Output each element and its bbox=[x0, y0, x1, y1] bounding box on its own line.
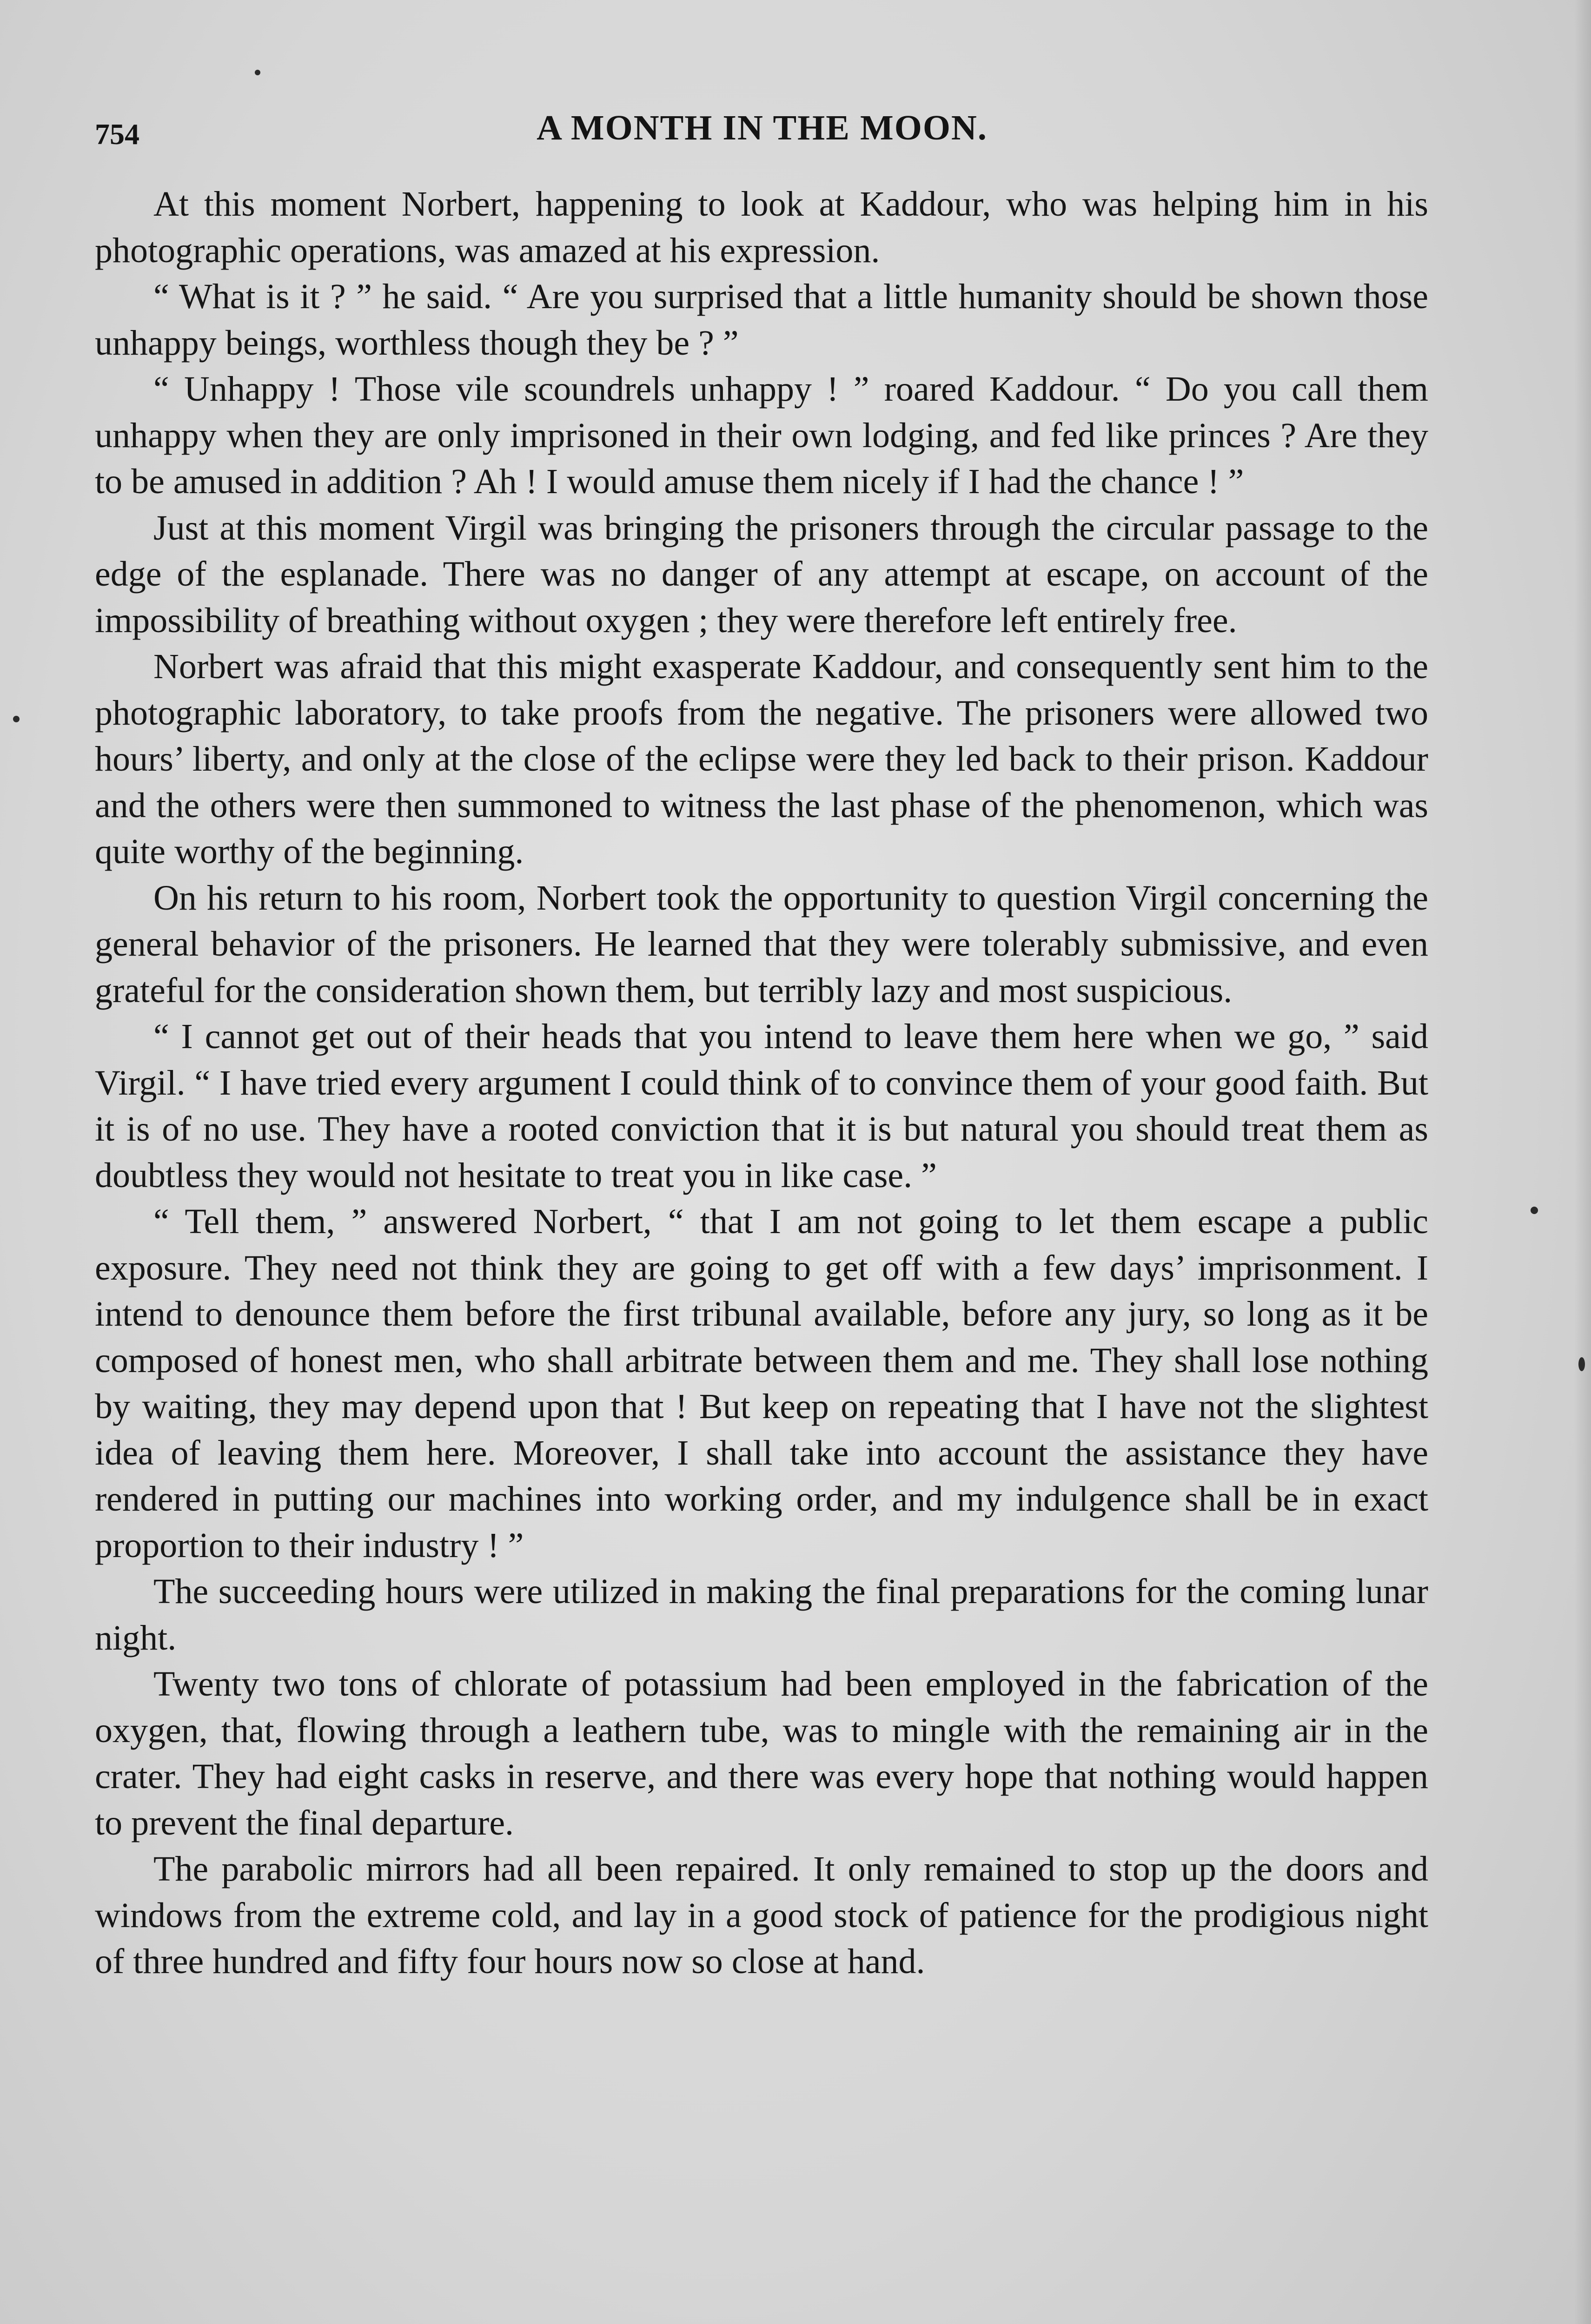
paragraph: “ Tell them, ” answered Norbert, “ that I am not going to let them escape a public exposure. They need not think they are going to get off with a few days’ imprisonment. I intend to denounce them before the first tribunal available, before any jury, so long as it be composed of honest men, who shall arbitrate between them and me. They shall lose nothing by waiting, they may depend upon that ! But keep on repeating that I have not the slightest idea of leaving them here. Moreover, I shall take into account the assistance they have rendered in putting our machines into working order, and my indulgence shall be in exact proportion to their industry ! ” bbox=[95, 1202, 1428, 1565]
page-header bbox=[95, 108, 1429, 164]
print-speck bbox=[1531, 1207, 1538, 1214]
paragraph: On his return to his room, Norbert took the opportunity to question Virgil concerning the general behavior of the prisoners. He learned that they were tolerably submissive, and even grateful for the consideration shown them, but terribly lazy and most suspicious. bbox=[95, 878, 1428, 1010]
paragraph: Twenty two tons of chlorate of potassium had been employed in the fabrication of the oxygen, that, flowing through a leathern tube, was to mingle with the remaining air in the crater. They had eight casks in reserve, and there was every hope that nothing would happen to prevent the final departure. bbox=[95, 1664, 1428, 1842]
paragraph: “ What is it ? ” he said. “ Are you surprised that a little humanity should be shown those unhappy beings, worthless though they be ? ” bbox=[95, 277, 1428, 363]
paragraph: At this moment Norbert, happening to look at Kaddour, who was helping him in his photographic operations, was amazed at his expression. bbox=[95, 185, 1428, 270]
page-fold-shadow bbox=[1574, 0, 1591, 2324]
paragraph: “ Unhappy ! Those vile scoundrels unhappy ! ” roared Kaddour. “ Do you call them unhappy when they are only imprisoned in their own lodging, and fed like princes ? Are they to be amused in addition ? Ah ! I would amuse them nicely if I had the chance ! ” bbox=[95, 370, 1428, 501]
paragraph: The parabolic mirrors had all been repaired. It only remained to stop up the doors and windows from the extreme cold, and lay in a good stock of patience for the prodigious night of three hundred and fifty four hours now so close at hand. bbox=[95, 1849, 1428, 1981]
running-title: A MONTH IN THE MOON. bbox=[537, 108, 988, 147]
paragraph: Norbert was afraid that this might exasperate Kaddour, and consequently sent him to the photographic laboratory, to take proofs from the negative. The prisoners were allowed two hours’ liberty, and only at the close of the eclipse were they led back to their prison. Kaddour and the others were then summoned to witness the last phase of the phenomenon, which was quite worthy of the beginning. bbox=[95, 647, 1428, 871]
print-speck bbox=[13, 716, 20, 722]
paragraph: The succeeding hours were utilized in making the final preparations for the coming lunar night. bbox=[95, 1572, 1428, 1657]
paragraph: “ I cannot get out of their heads that you intend to leave them here when we go, ” said Virgil. “ I have tried every argument I could think of to convince them of your good faith. But it is of no use. They have a rooted conviction that it is but natural you should treat them as doubtless they would not hesitate to treat you in like case. ” bbox=[95, 1017, 1428, 1195]
print-speck bbox=[1578, 1357, 1585, 1371]
paragraph: Just at this moment Virgil was bringing the prisoners through the circular passage to the edge of the esplanade. There was no danger of any attempt at escape, on account of the impossibility of breathing without oxygen ; they were therefore left entirely free. bbox=[95, 508, 1428, 640]
print-speck bbox=[255, 70, 260, 75]
page-number: 754 bbox=[95, 118, 139, 151]
body-text bbox=[95, 181, 1428, 1985]
